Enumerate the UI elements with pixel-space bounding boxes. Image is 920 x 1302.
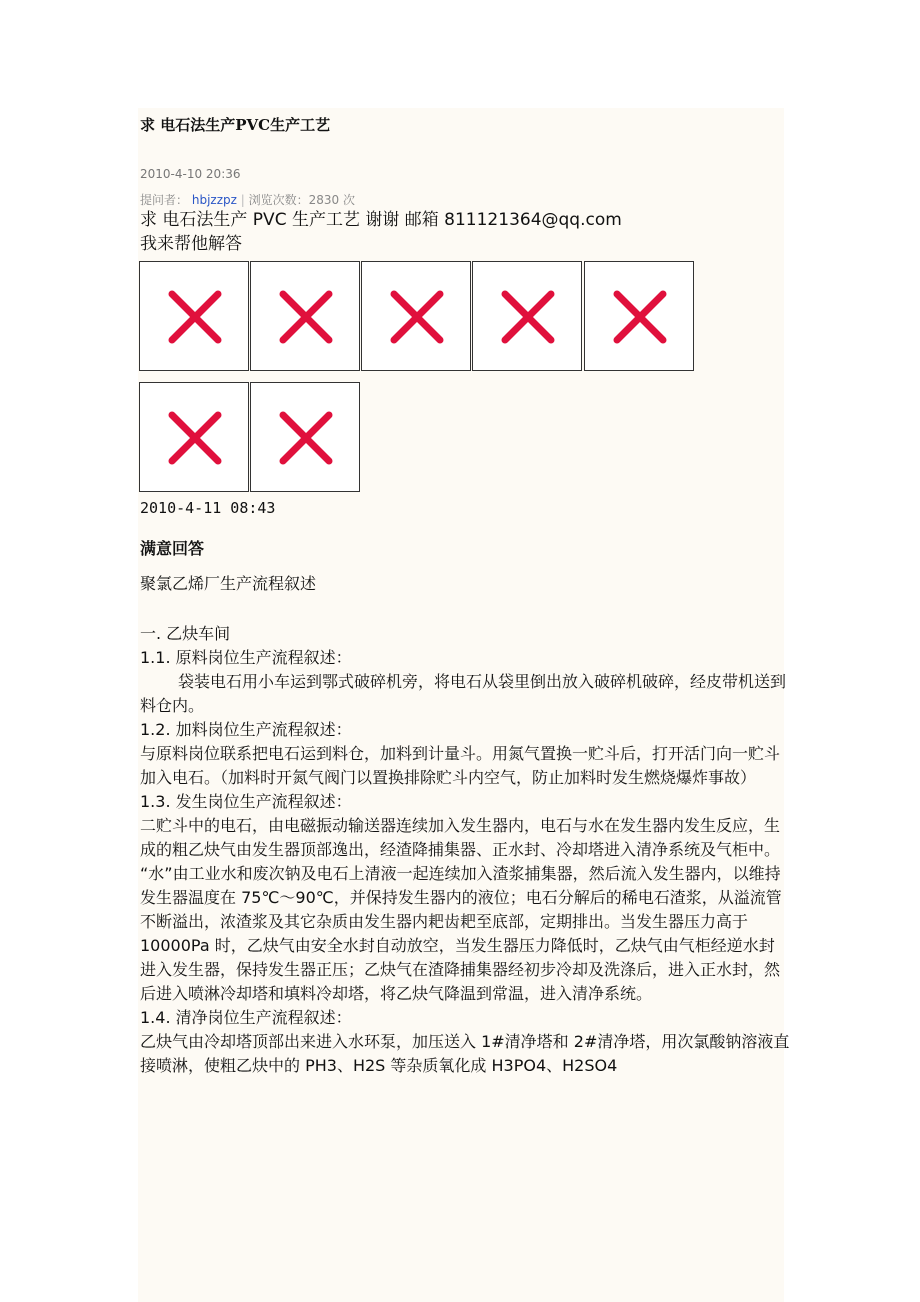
broken-image-x-icon xyxy=(251,262,361,372)
broken-image xyxy=(250,382,360,492)
answer-paragraph: “水”由工业水和废次钠及电石上清液一起连续加入渣浆捕集器，然后流入发生器内，以维持发生器温度在 75℃～90℃，并保持发生器内的液位；电石分解后的稀电石渣浆，从溢流管不断溢出，浓渣浆及其它杂质由发生器内耙齿耙至底部，定期排出。当发生器压力高于 10000Pa 时，乙炔气由安全水封自动放空，当发生器压力降低时，乙炔气由气柜经逆水封进入发生器，保持发生器正压；乙炔气在渣降捕集器经初步冷却及洗涤后，进入正水封，然后进入喷淋冷却塔和填料冷却塔，将乙炔气降温到常温，进入清净系统。 xyxy=(140,864,782,1003)
broken-image xyxy=(584,261,694,371)
question-meta xyxy=(140,191,355,208)
answer-paragraph: 二贮斗中的电石，由电磁振动输送器连续加入发生器内，电石与水在发生器内发生反应，生成的粗乙炔气由发生器顶部逸出，经渣降捕集器、正水封、冷却塔进入清净系统及气柜中。 xyxy=(140,816,781,859)
broken-image xyxy=(139,261,249,371)
answer-spacer xyxy=(140,596,790,622)
broken-image-x-icon xyxy=(140,262,250,372)
subsection-heading: 1.4. 清净岗位生产流程叙述： xyxy=(140,1008,352,1027)
answer-datetime: 2010-4-11 08:43 xyxy=(140,499,276,517)
asker-name-link[interactable]: hbjzzpz xyxy=(191,193,237,207)
meta-separator: | xyxy=(240,193,245,207)
broken-image xyxy=(361,261,471,371)
view-count: 浏览次数：2830 次 xyxy=(248,193,355,207)
broken-image xyxy=(472,261,582,371)
broken-image-x-icon xyxy=(585,262,695,372)
broken-image xyxy=(250,261,360,371)
subsection-heading: 1.1. 原料岗位生产流程叙述： xyxy=(140,648,352,667)
answer-paragraph: 袋装电石用小车运到鄂式破碎机旁，将电石从袋里倒出放入破碎机破碎，经皮带机送到料仓内。 xyxy=(140,672,787,715)
answer-paragraph: 与原料岗位联系把电石运到料仓，加料到计量斗。用氮气置换一贮斗后，打开活门向一贮斗加入电石。（加料时开氮气阀门以置换排除贮斗内空气，防止加料时发生燃烧爆炸事故） xyxy=(140,744,781,787)
broken-image-x-icon xyxy=(473,262,583,372)
help-answer-link[interactable]: 我来帮他解答 xyxy=(140,234,242,254)
answer-heading: 聚氯乙烯厂生产流程叙述 xyxy=(140,574,317,593)
section-heading: 一. 乙炔车间 xyxy=(140,624,231,643)
broken-image xyxy=(139,382,249,492)
answer-body xyxy=(140,572,790,1078)
asker-label: 提问者： xyxy=(140,193,189,207)
question-datetime: 2010-4-10 20:36 xyxy=(140,167,241,181)
broken-image-x-icon xyxy=(251,383,361,493)
broken-image-x-icon xyxy=(140,383,250,493)
broken-image-x-icon xyxy=(362,262,472,372)
question-body: 求 电石法生产 PVC 生产工艺 谢谢 邮箱 811121364@qq.com xyxy=(140,210,622,230)
answer-paragraph: 乙炔气由冷却塔顶部出来进入水环泵，加压送入 1#清净塔和 2#清净塔，用次氯酸钠溶液直接喷淋，使粗乙炔中的 PH3、H2S 等杂质氧化成 H3PO4、H2SO4 xyxy=(140,1032,790,1075)
question-title: 求 电石法生产PVC生产工艺 xyxy=(140,116,331,134)
subsection-heading: 1.3. 发生岗位生产流程叙述： xyxy=(140,792,352,811)
best-answer-label: 满意回答 xyxy=(140,539,205,558)
subsection-heading: 1.2. 加料岗位生产流程叙述： xyxy=(140,720,352,739)
